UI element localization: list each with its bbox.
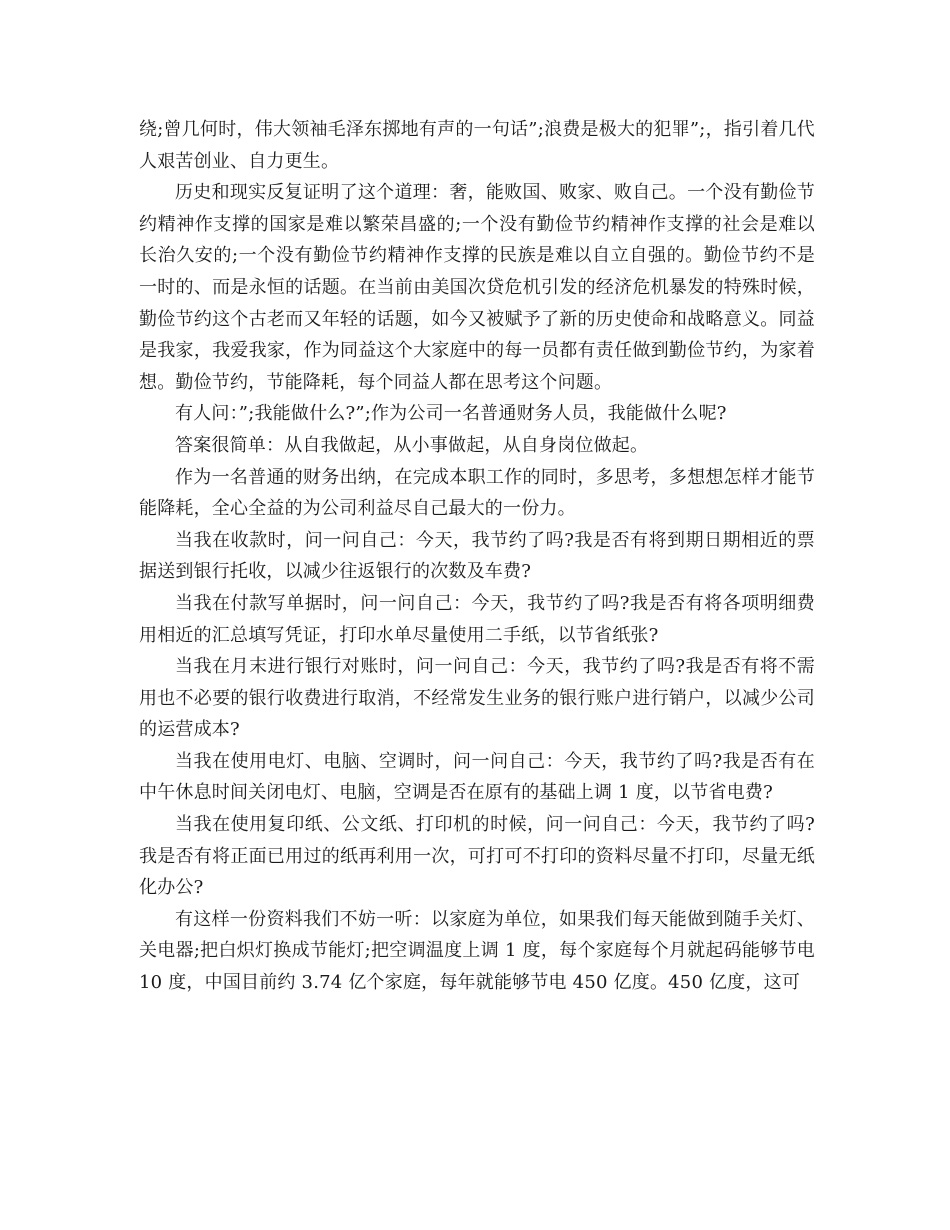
paragraph-11: 有这样一份资料我们不妨一听：以家庭为单位，如果我们每天能做到随手关灯、关电器;把白炽灯换成节能灯;把空调温度上调 1 度，每个家庭每个月就起码能够节电 10 度，中国目前约 3.74 亿个家庭，每年就能够节电 450 亿度。450 亿度，这可 xyxy=(139,908,815,994)
paragraph-9: 当我在使用电灯、电脑、空调时，问一问自己：今天，我节约了吗?我是否有在中午休息时间关闭电灯、电脑，空调是否在原有的基础上调 1 度，以节省电费? xyxy=(139,750,815,804)
paragraph-3: 有人问：”;我能做什么?”;作为公司一名普通财务人员，我能做什么呢? xyxy=(175,403,727,425)
paragraph-7: 当我在付款写单据时，问一问自己：今天，我节约了吗?我是否有将各项明细费用相近的汇总填写凭证，打印水单尽量使用二手纸，以节省纸张? xyxy=(139,592,815,646)
paragraph-4: 答案很简单：从自我做起，从小事做起，从自身岗位做起。 xyxy=(175,434,649,456)
paragraph-10: 当我在使用复印纸、公文纸、打印机的时候，问一问自己：今天，我节约了吗?我是否有将正面已用过的纸再利用一次，可打可不打印的资料尽量不打印，尽量无纸化办公? xyxy=(139,814,815,899)
paragraph-8: 当我在月末进行银行对账时，问一问自己：今天，我节约了吗?我是否有将不需用也不必要的银行收费进行取消，不经常发生业务的银行账户进行销户，以减少公司的运营成本? xyxy=(139,656,815,741)
document-body xyxy=(139,114,815,999)
paragraph-6: 当我在收款时，问一问自己：今天，我节约了吗?我是否有将到期日期相近的票据送到银行托收，以减少往返银行的次数及车费? xyxy=(139,529,815,583)
paragraph-5: 作为一名普通的财务出纳，在完成本职工作的同时，多思考，多想想怎样才能节能降耗，全心全益的为公司利益尽自己最大的一份力。 xyxy=(139,466,815,520)
paragraph-2: 历史和现实反复证明了这个道理：奢，能败国、败家、败自己。一个没有勤俭节约精神作支撑的国家是难以繁荣昌盛的;一个没有勤俭节约精神作支撑的社会是难以长治久安的;一个没有勤俭节约精神作支撑的民族是难以自立自强的。勤俭节约不是一时的、而是永恒的话题。在当前由美国次贷危机引发的经济危机暴发的特殊时候，勤俭节约这个古老而又年轻的话题，如今又被赋予了新的历史使命和战略意义。同益是我家，我爱我家，作为同益这个大家庭中的每一员都有责任做到勤俭节约，为家着想。勤俭节约，节能降耗，每个同益人都在思考这个问题。 xyxy=(139,182,815,393)
paragraph-1: 绕;曾几何时，伟大领袖毛泽东掷地有声的一句话”;浪费是极大的犯罪”;，指引着几代人艰苦创业、自力更生。 xyxy=(139,119,815,172)
